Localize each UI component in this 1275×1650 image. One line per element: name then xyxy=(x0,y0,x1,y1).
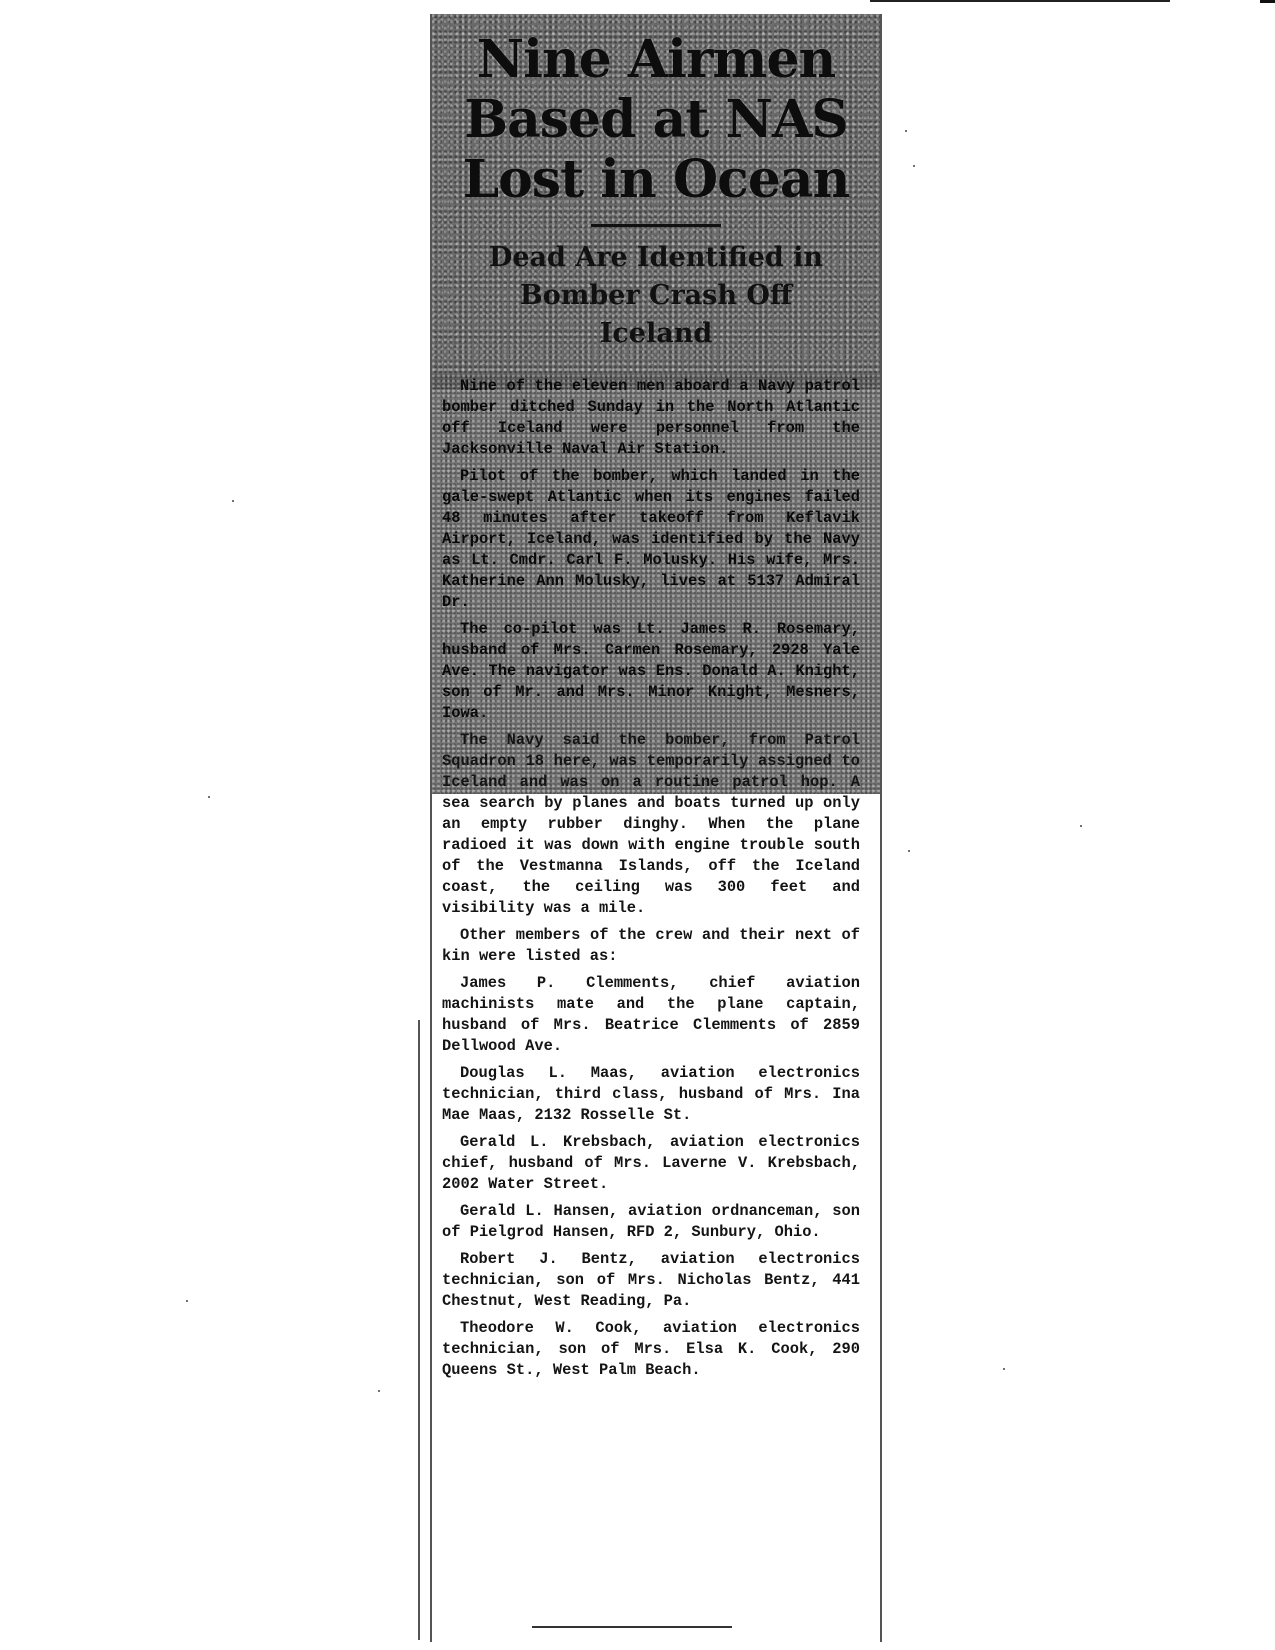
paragraph-crew-krebsbach: Gerald L. Krebsbach, aviation electronics chief, husband of Mrs. Laverne V. Krebsbach, 2002 Water Street. xyxy=(442,1133,860,1193)
paragraph-crew-cook: Theodore W. Cook, aviation electronics technician, son of Mrs. Elsa K. Cook, 290 Queens St., West Palm Beach. xyxy=(442,1319,860,1379)
scan-speck xyxy=(186,1300,188,1302)
paragraph-pilot: Pilot of the bomber, which landed in the gale-swept Atlantic when its engines failed 48 minutes after takeoff from Keflavik Airport, Iceland, was identified by the Navy as Lt. Cmdr. Carl F. Molusky. His wife, Mrs. Katherine Ann Molusky, lives at 5137 Admiral Dr. xyxy=(442,467,860,611)
subheadline-line-1: Dead Are Identified in xyxy=(488,242,824,273)
paragraph-crew-intro: Other members of the crew and their next of kin were listed as: xyxy=(442,926,860,965)
scan-corner-mark xyxy=(1260,0,1275,3)
headline-line-3: Lost in Ocean xyxy=(462,149,850,210)
paragraph-lede: Nine of the eleven men aboard a Navy patrol bomber ditched Sunday in the North Atlantic off Iceland were personnel from the Jacksonville Naval Air Station. xyxy=(442,377,860,458)
headline-block xyxy=(432,14,880,389)
paragraph-crew-bentz: Robert J. Bentz, aviation electronics technician, son of Mrs. Nicholas Bentz, 441 Chestnut, West Reading, Pa. xyxy=(442,1250,860,1310)
paragraph-crew-hansen: Gerald L. Hansen, aviation ordnanceman, son of Pielgrod Hansen, RFD 2, Sunbury, Ohio. xyxy=(442,1202,860,1241)
newspaper-clipping xyxy=(430,14,882,1642)
bottom-rule xyxy=(532,1626,732,1628)
headline-divider xyxy=(591,224,721,227)
scan-speck xyxy=(908,850,910,852)
scan-speck xyxy=(1080,825,1082,827)
adjacent-column-edge xyxy=(418,1020,432,1640)
scan-speck xyxy=(208,796,210,798)
paragraph-copilot: The co-pilot was Lt. James R. Rosemary, husband of Mrs. Carmen Rosemary, 2928 Yale Ave. The navigator was Ens. Donald A. Knight, son of Mr. and Mrs. Minor Knight, Mesners, Iowa. xyxy=(442,620,860,722)
paragraph-search: The Navy said the bomber, from Patrol Squadron 18 here, was temporarily assigned to Iceland and was on a routine patrol hop. A sea search by planes and boats turned up only an empty rubber dinghy. When the plane radioed it was down with engine trouble south of the Vestmanna Islands, off the Iceland coast, the ceiling was 300 feet and visibility was a mile. xyxy=(442,731,860,917)
scan-speck xyxy=(905,130,907,132)
scan-top-rule xyxy=(870,0,1170,2)
scan-speck xyxy=(232,500,234,502)
paragraph-crew-maas: Douglas L. Maas, aviation electronics technician, third class, husband of Mrs. Ina Mae Maas, 2132 Rosselle St. xyxy=(442,1064,860,1124)
subheadline-line-3: Iceland xyxy=(599,318,713,349)
headline-line-1: Nine Airmen xyxy=(476,29,836,90)
scan-speck xyxy=(1003,1368,1005,1370)
scan-speck xyxy=(378,1390,380,1392)
article-body xyxy=(442,376,860,1387)
headline-line-2: Based at NAS xyxy=(464,89,848,150)
scan-speck xyxy=(913,165,915,167)
subheadline-line-2: Bomber Crash Off xyxy=(519,280,793,311)
paragraph-crew-clemments: James P. Clemments, chief aviation machinists mate and the plane captain, husband of Mrs. Beatrice Clemments of 2859 Dellwood Ave. xyxy=(442,974,860,1055)
